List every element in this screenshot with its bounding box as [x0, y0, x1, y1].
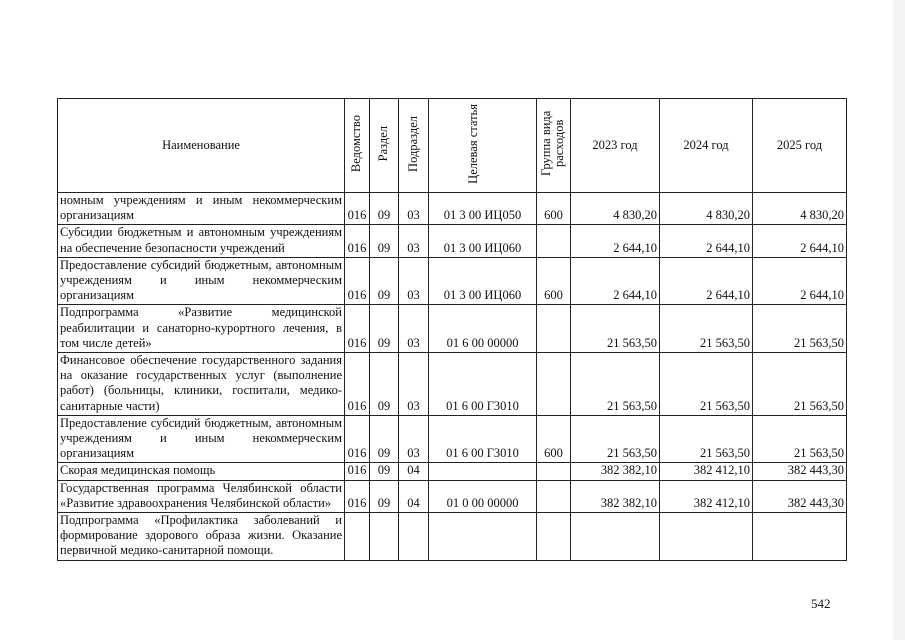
- row-2024: [660, 513, 753, 561]
- row-target: [429, 513, 537, 561]
- row-section: 09: [370, 353, 399, 416]
- row-name: Подпрограмма «Профилактика заболеваний и формирование здорового образа жизни. Оказание первичной медико-санитарной помощи.: [58, 513, 345, 561]
- header-2023: 2023 год: [571, 99, 660, 193]
- row-target: 01 6 00 Г3010: [429, 415, 537, 463]
- row-2025: [753, 513, 847, 561]
- table-row: [58, 480, 847, 512]
- table-header-row: [58, 99, 847, 193]
- row-target: [429, 463, 537, 480]
- row-section: 09: [370, 415, 399, 463]
- row-section: 09: [370, 225, 399, 257]
- table-row: [58, 353, 847, 416]
- scan-edge: [893, 0, 905, 640]
- row-2023: 382 382,10: [571, 480, 660, 512]
- row-section: [370, 513, 399, 561]
- row-department: 016: [345, 480, 370, 512]
- row-2023: 2 644,10: [571, 225, 660, 257]
- row-department: [345, 513, 370, 561]
- header-department: Ведомство: [345, 99, 370, 193]
- table-row: [58, 193, 847, 225]
- row-name: Скорая медицинская помощь: [58, 463, 345, 480]
- row-name: Предоставление субсидий бюджетным, автономным учреждениям и иным некоммерческим организациям: [58, 415, 345, 463]
- row-subsection: 03: [399, 225, 429, 257]
- row-subsection: 04: [399, 480, 429, 512]
- row-2023: 21 563,50: [571, 353, 660, 416]
- row-department: 016: [345, 257, 370, 305]
- row-2024: 382 412,10: [660, 480, 753, 512]
- row-2025: 21 563,50: [753, 305, 847, 353]
- row-subsection: 03: [399, 415, 429, 463]
- header-expense-group: Группа вида расходов: [537, 99, 571, 193]
- table-row: [58, 257, 847, 305]
- row-department: 016: [345, 305, 370, 353]
- header-2024: 2024 год: [660, 99, 753, 193]
- row-subsection: 03: [399, 257, 429, 305]
- row-2024: 21 563,50: [660, 415, 753, 463]
- row-2023: 2 644,10: [571, 257, 660, 305]
- row-section: 09: [370, 193, 399, 225]
- row-2025: 2 644,10: [753, 225, 847, 257]
- row-group: 600: [537, 415, 571, 463]
- table-row: [58, 513, 847, 561]
- header-subsection: Подраздел: [399, 99, 429, 193]
- row-group: [537, 305, 571, 353]
- row-group: [537, 353, 571, 416]
- row-2025: 2 644,10: [753, 257, 847, 305]
- row-target: 01 6 00 Г3010: [429, 353, 537, 416]
- row-2023: 4 830,20: [571, 193, 660, 225]
- header-2025: 2025 год: [753, 99, 847, 193]
- row-section: 09: [370, 480, 399, 512]
- row-2025: 21 563,50: [753, 353, 847, 416]
- row-subsection: [399, 513, 429, 561]
- row-group: [537, 480, 571, 512]
- row-subsection: 03: [399, 353, 429, 416]
- row-2023: 21 563,50: [571, 415, 660, 463]
- row-2023: 382 382,10: [571, 463, 660, 480]
- row-2025: 4 830,20: [753, 193, 847, 225]
- header-target-article: Целевая статья: [429, 99, 537, 193]
- row-2024: 2 644,10: [660, 225, 753, 257]
- row-name: Государственная программа Челябинской области «Развитие здравоохранения Челябинской области»: [58, 480, 345, 512]
- row-group: 600: [537, 257, 571, 305]
- row-section: 09: [370, 257, 399, 305]
- table-row: [58, 463, 847, 480]
- row-section: 09: [370, 305, 399, 353]
- row-name: номным учреждениям и иным некоммерческим организациям: [58, 193, 345, 225]
- row-2025: 382 443,30: [753, 463, 847, 480]
- header-name: Наименование: [58, 99, 345, 193]
- page-number: 542: [811, 596, 831, 611]
- row-department: 016: [345, 415, 370, 463]
- row-name: Подпрограмма «Развитие медицинской реабилитации и санаторно-курортного лечения, в том числе детей»: [58, 305, 345, 353]
- row-target: 01 3 00 ИЦ060: [429, 225, 537, 257]
- budget-table: [57, 98, 847, 561]
- row-subsection: 03: [399, 193, 429, 225]
- row-2024: 21 563,50: [660, 353, 753, 416]
- row-name: Предоставление субсидий бюджетным, автономным учреждениям и иным некоммерческим организациям: [58, 257, 345, 305]
- row-subsection: 04: [399, 463, 429, 480]
- row-department: 016: [345, 225, 370, 257]
- row-subsection: 03: [399, 305, 429, 353]
- table-row: [58, 305, 847, 353]
- row-2024: 382 412,10: [660, 463, 753, 480]
- table-row: [58, 415, 847, 463]
- table-row: [58, 225, 847, 257]
- row-section: 09: [370, 463, 399, 480]
- row-department: 016: [345, 353, 370, 416]
- header-section: Раздел: [370, 99, 399, 193]
- row-target: 01 0 00 00000: [429, 480, 537, 512]
- row-2025: 21 563,50: [753, 415, 847, 463]
- row-2024: 21 563,50: [660, 305, 753, 353]
- row-2023: 21 563,50: [571, 305, 660, 353]
- row-2024: 2 644,10: [660, 257, 753, 305]
- row-name: Субсидии бюджетным и автономным учреждениям на обеспечение безопасности учреждений: [58, 225, 345, 257]
- row-target: 01 3 00 ИЦ060: [429, 257, 537, 305]
- row-group: [537, 463, 571, 480]
- row-2025: 382 443,30: [753, 480, 847, 512]
- row-2024: 4 830,20: [660, 193, 753, 225]
- row-name: Финансовое обеспечение государственного задания на оказание государственных услуг (выполнение работ) (больницы, клиники, госпитали, медико-санитарные части): [58, 353, 345, 416]
- row-group: [537, 225, 571, 257]
- row-target: 01 3 00 ИЦ050: [429, 193, 537, 225]
- row-target: 01 6 00 00000: [429, 305, 537, 353]
- row-group: 600: [537, 193, 571, 225]
- row-group: [537, 513, 571, 561]
- row-department: 016: [345, 463, 370, 480]
- row-department: 016: [345, 193, 370, 225]
- row-2023: [571, 513, 660, 561]
